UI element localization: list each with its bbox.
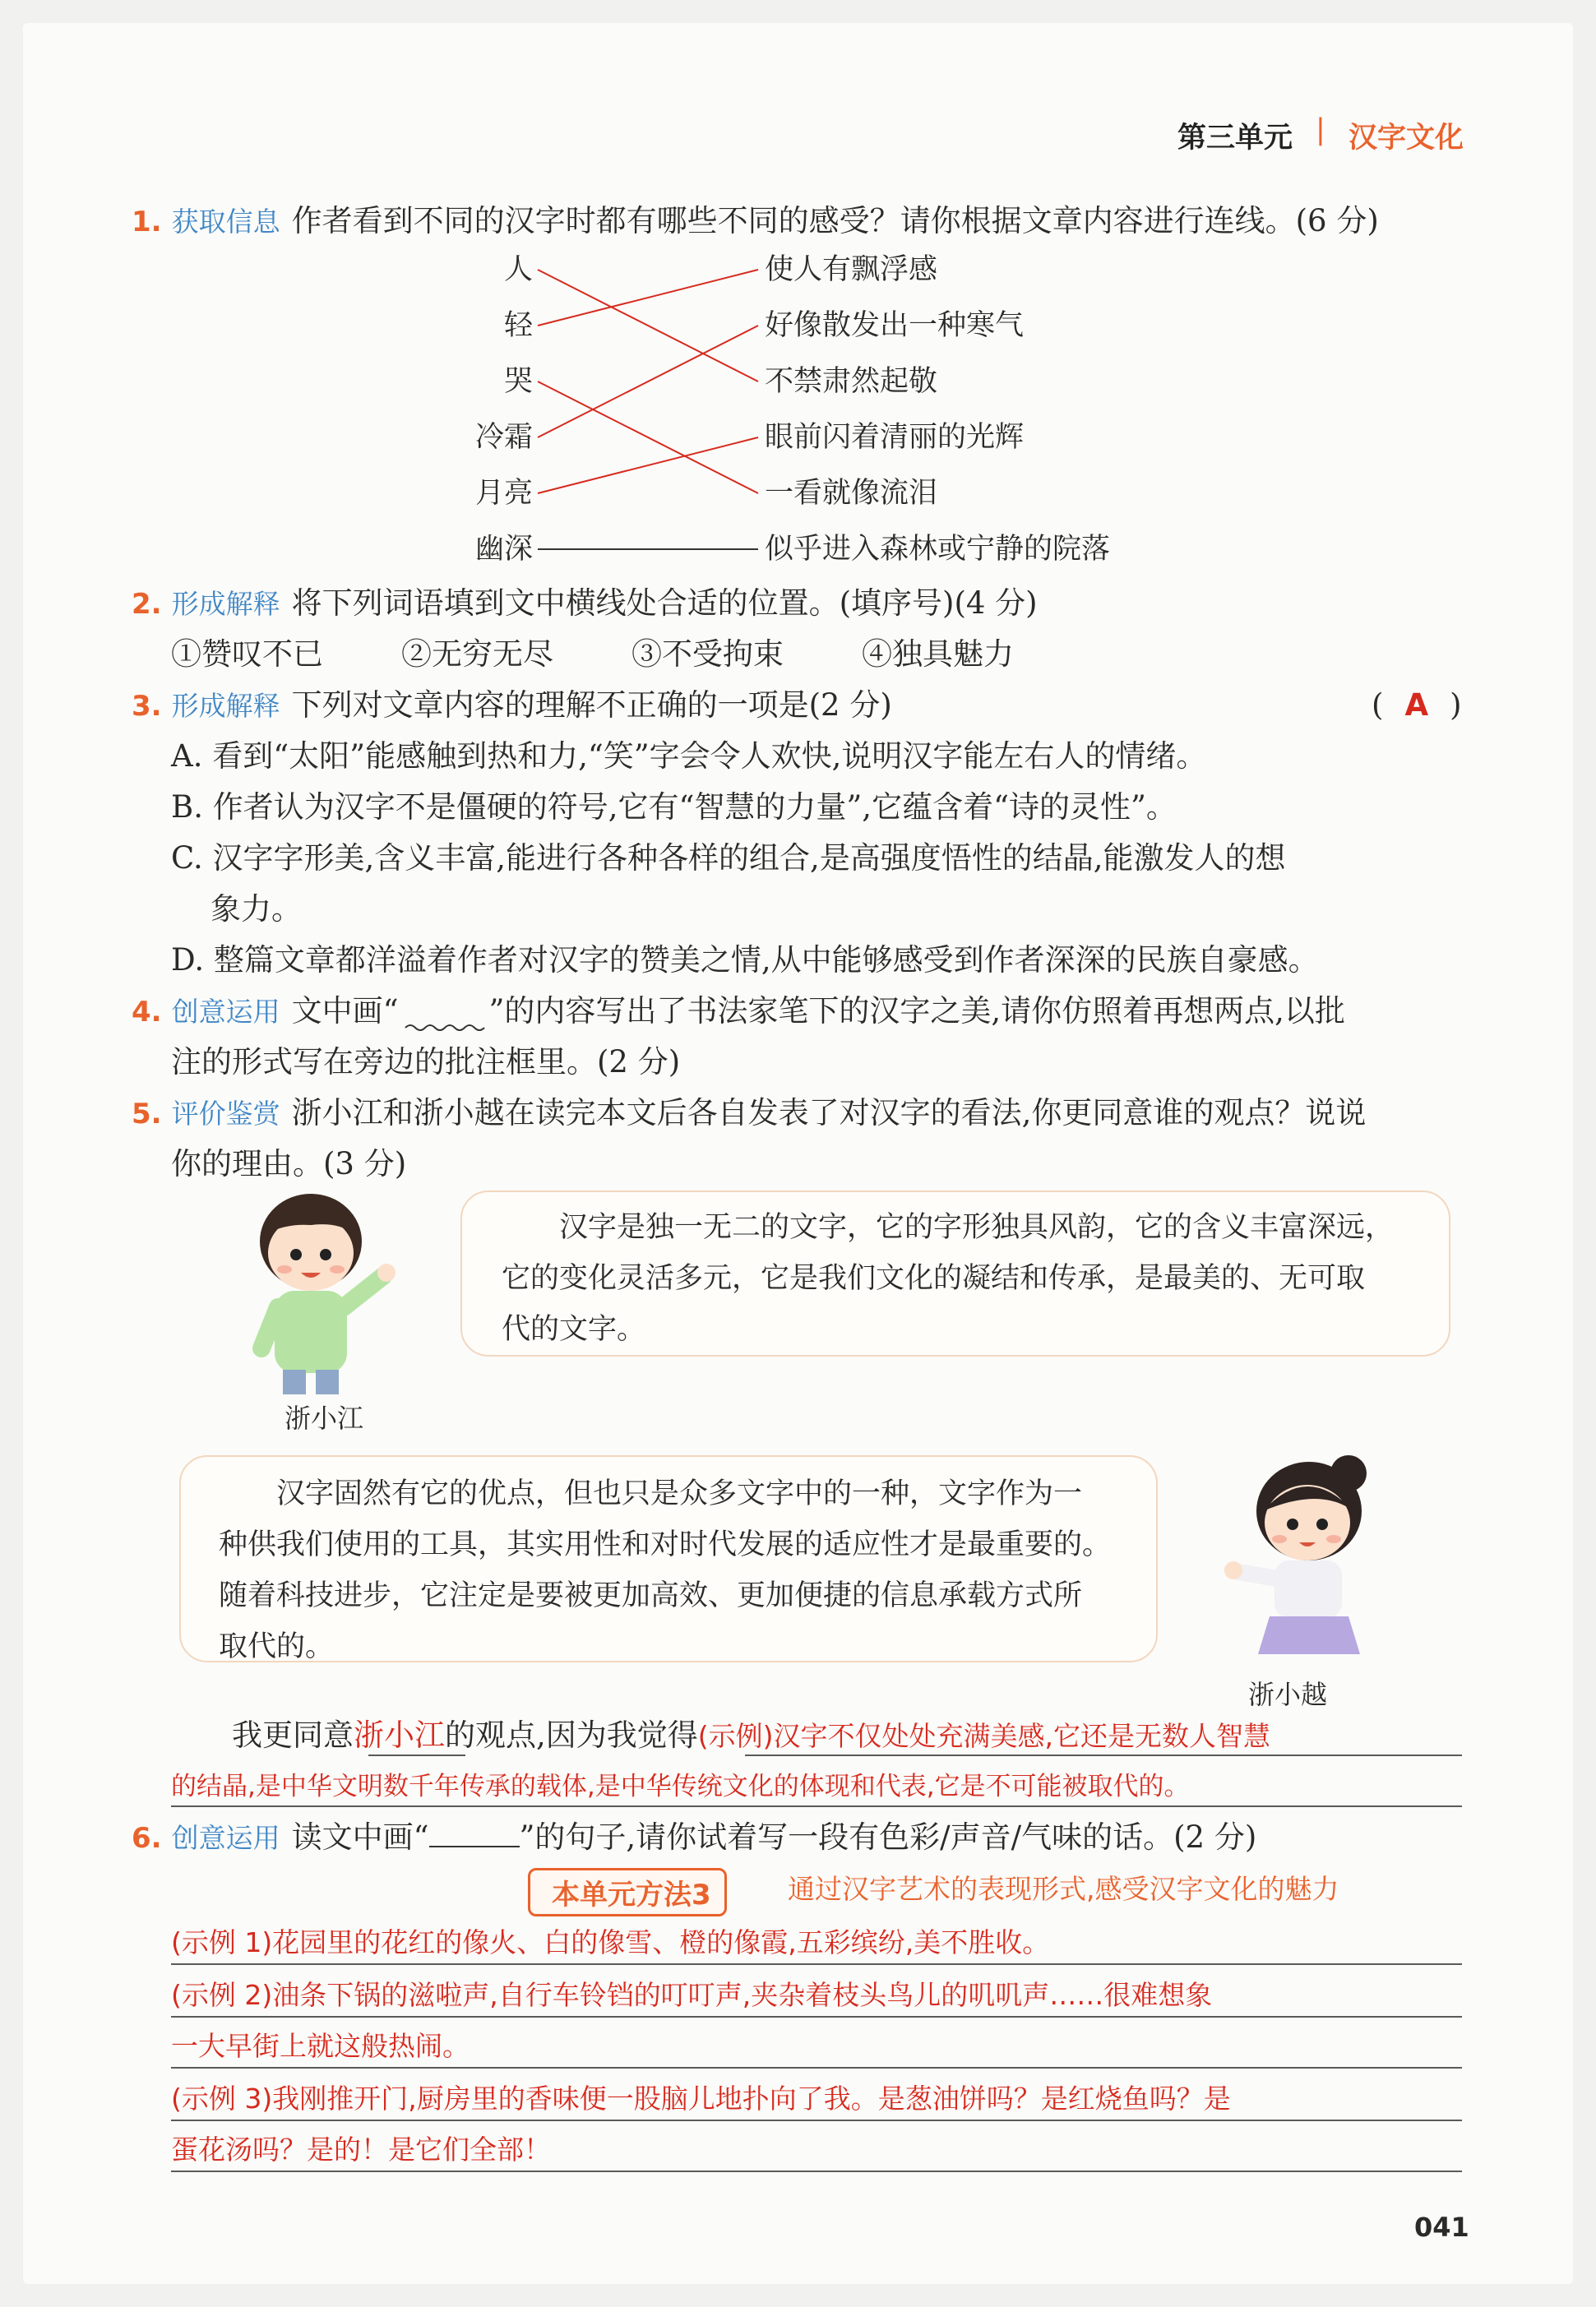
answer-line xyxy=(171,2120,1462,2121)
answer-line xyxy=(171,2067,1462,2069)
page-number: 041 xyxy=(1414,2212,1469,2243)
question-2 xyxy=(132,578,1038,630)
answer-choice: A xyxy=(1404,687,1429,723)
question-tag: 创意运用 xyxy=(171,1822,280,1854)
match-left-item: 冷霜 xyxy=(474,421,533,454)
girl-name: 浙小越 xyxy=(1248,1679,1328,1710)
method-badge: 本单元方法3 xyxy=(528,1868,727,1916)
answer-prefix: 我更同意 xyxy=(232,1718,354,1753)
choice-c-line2: 象力。 xyxy=(210,891,302,927)
question-tag: 形成解释 xyxy=(171,690,280,722)
boy-speech-line1: 汉字是独一无二的文字，它的字形独具风韵，它的含义丰富深远， xyxy=(559,1211,1395,1244)
match-right-item: 不禁肃然起敬 xyxy=(765,365,938,398)
question-3 xyxy=(132,680,892,732)
match-left-item: 月亮 xyxy=(474,477,533,510)
word-option-2: ②无穷无尽 xyxy=(401,636,553,672)
match-line xyxy=(538,381,758,493)
match-left-item: 幽深 xyxy=(474,533,533,566)
boy-name: 浙小江 xyxy=(285,1403,364,1434)
boy-illustration xyxy=(220,1184,418,1398)
question-number: 6. xyxy=(132,1822,162,1855)
match-right-item: 一看就像流泪 xyxy=(765,477,938,510)
match-line xyxy=(538,437,758,493)
question-tag: 评价鉴赏 xyxy=(171,1098,280,1130)
question-5-line2: 你的理由。(3 分) xyxy=(171,1146,407,1181)
answer-reason-part1: (示例)汉字不仅处处充满美感,它还是无数人智慧 xyxy=(697,1720,1271,1752)
question-number: 2. xyxy=(132,588,162,621)
answer-bracket xyxy=(1372,680,1462,731)
choice-c-line1: C. 汉字字形美,含义丰富,能进行各种各样的组合,是高强度悟性的结晶,能激发人的想 xyxy=(171,840,1286,876)
paren-open: ( xyxy=(1372,687,1384,723)
match-line xyxy=(538,270,758,326)
match-line xyxy=(538,326,758,437)
question-text-pre: 文中画“ xyxy=(291,993,399,1029)
question-number: 5. xyxy=(132,1098,162,1130)
q6-answer-line3: 一大早街上就这般热闹。 xyxy=(171,2030,470,2062)
match-right-item: 眼前闪着清丽的光辉 xyxy=(765,421,1025,454)
match-right-item: 好像散发出一种寒气 xyxy=(765,309,1025,342)
header-separator: | xyxy=(1316,113,1325,146)
wavy-underline-mark xyxy=(399,997,489,1030)
match-line xyxy=(538,270,758,381)
boy-speech-line2: 它的变化灵活多元，它是我们文化的凝结和传承，是最美的、无可取 xyxy=(502,1262,1366,1295)
q6-answer-line2: (示例 2)油条下锅的滋啦声,自行车铃铛的叮叮声,夹杂着枝头鸟儿的叽叽声……很难想象 xyxy=(171,1979,1213,2011)
question-4 xyxy=(132,986,1345,1038)
answer-line xyxy=(171,1963,1462,1965)
girl-speech-line4: 取代的。 xyxy=(219,1630,335,1663)
q6-answer-line5: 蛋花汤吗？是的！是它们全部！ xyxy=(171,2134,551,2166)
match-right-item: 使人有飘浮感 xyxy=(765,253,938,286)
answer-line xyxy=(171,2171,1462,2172)
question-6 xyxy=(132,1812,1256,1864)
boy-speech-line3: 代的文字。 xyxy=(502,1313,646,1346)
choice-a: A. 看到“太阳”能感触到热和力,“笑”字会令人欢快,说明汉字能左右人的情绪。 xyxy=(171,738,1207,774)
question-number: 3. xyxy=(132,690,162,723)
question-text-post: ”的内容写出了书法家笔下的汉字之美,请你仿照着再想两点,以批 xyxy=(488,993,1345,1029)
match-left-item: 人 xyxy=(503,253,533,286)
answer-reason-part2: 的结晶,是中华文明数千年传承的载体,是中华传统文化的体现和代表,它是不可能被取代的。 xyxy=(171,1772,1190,1801)
answer-middle: 的观点,因为我觉得 xyxy=(445,1718,698,1753)
question-tag: 创意运用 xyxy=(171,996,280,1028)
question-text: 下列对文章内容的理解不正确的一项是(2 分) xyxy=(291,687,892,723)
matching-lines xyxy=(0,0,1596,592)
word-option-4: ④独具魅力 xyxy=(862,636,1014,672)
word-option-3: ③不受拘束 xyxy=(631,636,784,672)
question-tag: 形成解释 xyxy=(171,588,280,620)
answer-line xyxy=(368,1755,465,1756)
question-text-pre: 读文中画“ xyxy=(291,1819,429,1855)
girl-illustration xyxy=(1209,1447,1398,1669)
question-5 xyxy=(132,1088,1366,1140)
method-description: 通过汉字艺术的表现形式,感受汉字文化的魅力 xyxy=(788,1873,1339,1905)
q6-answer-line4: (示例 3)我刚推开门,厨房里的香味便一股脑儿地扑向了我。是葱油饼吗？是红烧鱼吗？是 xyxy=(171,2083,1231,2115)
match-right-item: 似乎进入森林或宁静的院落 xyxy=(765,533,1111,566)
question-number: 4. xyxy=(132,996,162,1029)
question-tag: 获取信息 xyxy=(171,206,280,238)
paren-close: ) xyxy=(1450,687,1462,723)
question-text: 将下列词语填到文中横线处合适的位置。(填序号)(4 分) xyxy=(291,585,1038,621)
boy-speech-bubble xyxy=(460,1190,1450,1357)
choice-b: B. 作者认为汉字不是僵硬的符号,它有“智慧的力量”,它蕴含着“诗的灵性”。 xyxy=(171,789,1177,825)
unit-label: 第三单元 xyxy=(1177,122,1293,155)
question-number: 1. xyxy=(132,206,162,238)
match-left-item: 哭 xyxy=(503,365,533,398)
girl-speech-line1: 汉字固然有它的优点，但也只是众多文字中的一种，文字作为一 xyxy=(276,1477,1083,1510)
match-left-item: 轻 xyxy=(503,309,533,342)
straight-underline-mark xyxy=(429,1821,520,1847)
question-4-line2: 注的形式写在旁边的批注框里。(2 分) xyxy=(171,1044,681,1080)
question-text-post: ”的句子,请你试着写一段有色彩/声音/气味的话。(2 分) xyxy=(519,1819,1257,1855)
answer-line xyxy=(171,1805,1462,1807)
choice-d: D. 整篇文章都洋溢着作者对汉字的赞美之情,从中能够感受到作者深深的民族自豪感。 xyxy=(171,942,1319,978)
q6-answer-line1: (示例 1)花园里的花红的像火、白的像雪、橙的像霞,五彩缤纷,美不胜收。 xyxy=(171,1926,1050,1958)
question-text: 作者看到不同的汉字时都有哪些不同的感受？请你根据文章内容进行连线。(6 分) xyxy=(291,203,1379,238)
word-option-1: ①赞叹不已 xyxy=(171,636,323,672)
question-text: 浙小江和浙小越在读完本文后各自发表了对汉字的看法,你更同意谁的观点？说说 xyxy=(291,1095,1367,1130)
answer-fill-name: 浙小江 xyxy=(354,1718,445,1753)
answer-line xyxy=(171,2016,1462,2018)
answer-line xyxy=(745,1755,1462,1756)
topic-label: 汉字文化 xyxy=(1349,122,1464,155)
girl-speech-bubble xyxy=(179,1455,1158,1662)
girl-speech-line3: 随着科技进步，它注定是要被更加高效、更加便捷的信息承载方式所 xyxy=(219,1579,1083,1612)
girl-speech-line2: 种供我们使用的工具，其实用性和对时代发展的适应性才是最重要的。 xyxy=(219,1528,1112,1561)
